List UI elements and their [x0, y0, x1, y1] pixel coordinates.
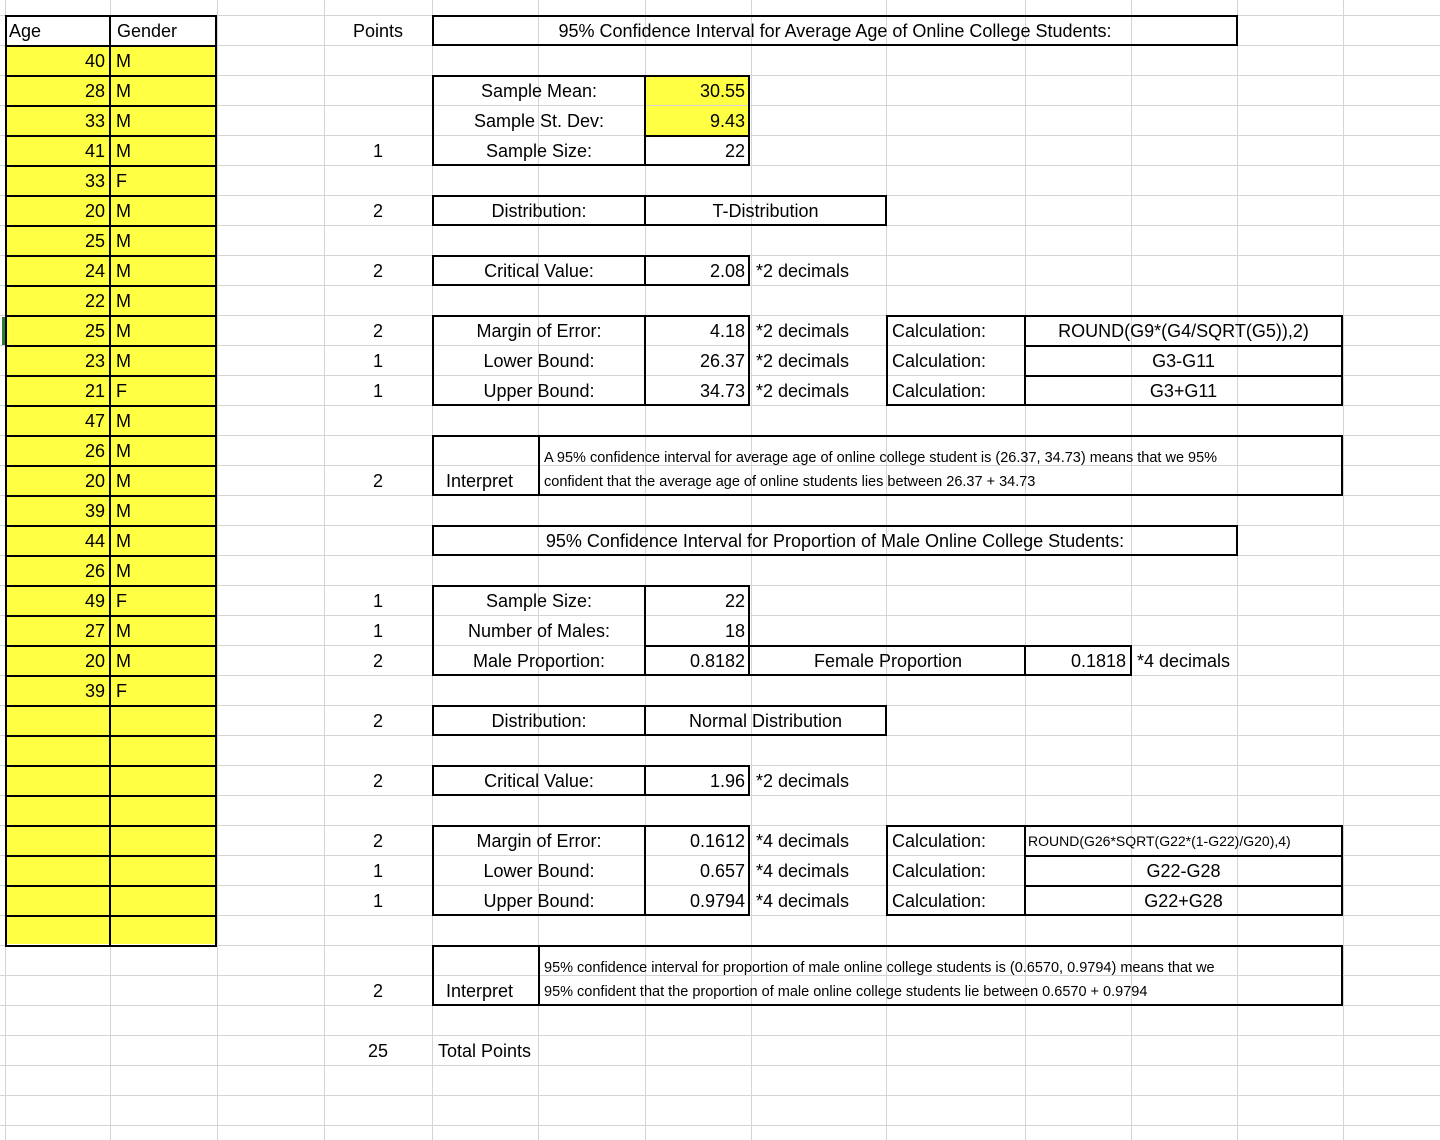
upper-value[interactable]: 34.73 — [699, 381, 745, 401]
males-points[interactable]: 1 — [372, 621, 383, 641]
interpret-line-1[interactable]: A 95% confidence interval for average age of online college student is (26.37, 34.73) means that we 95% — [544, 450, 1218, 466]
critical-label: Critical Value: — [484, 261, 594, 281]
age-calc-rowline-1 — [1024, 345, 1343, 347]
active-cell-indicator — [2, 317, 5, 345]
age-cell[interactable]: 26 — [84, 561, 105, 581]
age-cell[interactable]: 28 — [84, 81, 105, 101]
gender-cell[interactable]: M — [116, 471, 131, 491]
gender-cell[interactable]: F — [116, 591, 127, 611]
upper-note: *2 decimals — [756, 381, 850, 401]
prop-female-left-divider — [1024, 645, 1026, 676]
moe-label: Margin of Error: — [476, 321, 602, 341]
age-cell[interactable]: 20 — [84, 201, 105, 221]
prop-distribution-divider — [644, 705, 646, 736]
prop-female-topline — [644, 645, 1132, 647]
prop-upper-value[interactable]: 0.9794 — [689, 891, 745, 911]
gender-cell[interactable]: M — [116, 651, 131, 671]
gridline-row — [0, 1065, 1440, 1066]
prop-lower-label: Lower Bound: — [483, 861, 595, 881]
prop-lower-value[interactable]: 0.657 — [699, 861, 745, 881]
data-border-right — [215, 15, 217, 946]
sample-mean-label: Sample Mean: — [480, 81, 598, 101]
data-border-row — [5, 855, 217, 857]
age-cell[interactable]: 39 — [84, 681, 105, 701]
sample-sd-label: Sample St. Dev: — [473, 111, 605, 131]
age-cell[interactable]: 21 — [84, 381, 105, 401]
age-ci-title-box — [432, 15, 1238, 46]
lower-note: *2 decimals — [756, 351, 850, 371]
gridline-row — [0, 1125, 1440, 1126]
age-bounds-divider — [644, 315, 646, 406]
gender-cell[interactable]: M — [116, 201, 131, 221]
gender-cell[interactable]: F — [116, 381, 127, 401]
prop-upper-points[interactable]: 1 — [372, 891, 383, 911]
prop-moe-value[interactable]: 0.1612 — [689, 831, 745, 851]
lower-value[interactable]: 26.37 — [699, 351, 745, 371]
moe-value[interactable]: 4.18 — [709, 321, 745, 341]
upper-calc-formula[interactable]: G3+G11 — [1149, 381, 1218, 401]
prop-distribution-points[interactable]: 2 — [372, 711, 383, 731]
prop-critical-divider — [644, 765, 646, 796]
age-cell[interactable]: 44 — [84, 531, 105, 551]
prop-sample-table-border — [432, 585, 750, 676]
lower-label: Lower Bound: — [483, 351, 595, 371]
moe-calc-formula[interactable]: ROUND(G9*(G4/SQRT(G5)),2) — [1058, 321, 1309, 341]
total-points[interactable]: 25 — [367, 1041, 389, 1061]
gender-cell[interactable]: M — [116, 141, 131, 161]
prop-moe-label: Margin of Error: — [476, 831, 602, 851]
gender-cell[interactable]: M — [116, 81, 131, 101]
data-border-row — [5, 735, 217, 737]
sample-size-value[interactable]: 22 — [724, 141, 745, 161]
prop-lower-points[interactable]: 1 — [372, 861, 383, 881]
age-calc-box — [886, 315, 1343, 406]
gender-cell[interactable]: M — [116, 291, 131, 311]
prop-upper-calc-label: Calculation: — [892, 891, 987, 911]
age-sample-table-rowline — [644, 135, 750, 137]
age-critical-divider — [644, 255, 646, 286]
age-cell[interactable]: 24 — [84, 261, 105, 281]
moe-note: *2 decimals — [756, 321, 850, 341]
prop-sample-table-divider — [644, 585, 646, 676]
gender-cell[interactable]: M — [116, 621, 131, 641]
lower-calc-label: Calculation: — [892, 351, 987, 371]
gender-cell[interactable]: M — [116, 51, 131, 71]
prop-bounds-divider — [644, 825, 646, 916]
gender-cell[interactable]: M — [116, 501, 131, 521]
data-border-row — [5, 945, 217, 947]
prop-critical-note: *2 decimals — [756, 771, 850, 791]
gridline-col — [217, 0, 218, 1140]
prop-bounds-box — [432, 825, 750, 916]
prop-interpret-label: Interpret — [446, 981, 514, 1001]
age-cell[interactable]: 25 — [84, 321, 105, 341]
age-cell[interactable]: 23 — [84, 351, 105, 371]
prop-critical-box — [432, 765, 750, 796]
sample-sd-value[interactable]: 9.43 — [709, 111, 745, 131]
female-prop-note: *4 decimals — [1137, 651, 1231, 671]
moe-calc-label: Calculation: — [892, 321, 987, 341]
age-cell[interactable]: 33 — [84, 111, 105, 131]
prop-moe-calc-formula[interactable]: ROUND(G26*SQRT(G22*(1-G22)/G20),4) — [1028, 833, 1291, 849]
critical-points[interactable]: 2 — [372, 261, 383, 281]
sample-mean-value[interactable]: 30.55 — [699, 81, 745, 101]
prop-distribution-box — [432, 705, 887, 736]
total-label: Total Points — [438, 1041, 532, 1061]
gender-cell[interactable]: M — [116, 561, 131, 581]
prop-sample-size-points[interactable]: 1 — [372, 591, 383, 611]
gender-cell[interactable]: M — [116, 261, 131, 281]
data-border-row — [5, 885, 217, 887]
age-cell[interactable]: 26 — [84, 441, 105, 461]
prop-upper-note: *4 decimals — [756, 891, 850, 911]
data-border-row — [5, 765, 217, 767]
age-bounds-box — [432, 315, 750, 406]
lower-calc-formula[interactable]: G3-G11 — [1152, 351, 1215, 371]
data-border-row — [5, 795, 217, 797]
upper-calc-label: Calculation: — [892, 381, 987, 401]
prop-calc-divider — [1024, 825, 1026, 916]
age-calc-rowline-2 — [1024, 375, 1343, 377]
moe-points[interactable]: 2 — [372, 321, 383, 341]
age-distribution-box — [432, 195, 887, 226]
data-border-row — [5, 825, 217, 827]
gender-cell[interactable]: F — [116, 171, 127, 191]
gender-cell[interactable]: M — [116, 231, 131, 251]
age-cell[interactable]: 20 — [84, 651, 105, 671]
prop-interpret-line-2[interactable]: 95% confident that the proportion of male online college students lie between 0.6570 + 0.9794 — [544, 984, 1148, 1000]
age-cell[interactable]: 22 — [84, 291, 105, 311]
prop-ci-title[interactable]: 95% Confidence Interval for Proportion of Male Online College Students: — [545, 531, 1125, 551]
gridline-row — [0, 1095, 1440, 1096]
prop-female-right-divider — [1130, 645, 1132, 676]
gridline-col — [1343, 0, 1344, 1140]
age-sample-table-divider — [644, 75, 646, 166]
prop-calc-box — [886, 825, 1343, 916]
prop-sample-size-label: Sample Size: — [485, 591, 593, 611]
female-prop-label: Female Proportion — [813, 651, 963, 671]
age-cell[interactable]: 41 — [84, 141, 105, 161]
upper-points[interactable]: 1 — [372, 381, 383, 401]
male-prop-label: Male Proportion: — [472, 651, 606, 671]
critical-note: *2 decimals — [756, 261, 850, 281]
prop-moe-note: *4 decimals — [756, 831, 850, 851]
prop-interpret-box — [432, 945, 1343, 1006]
age-sample-table-border — [432, 75, 750, 166]
distribution-label: Distribution: — [491, 201, 587, 221]
prop-moe-points[interactable]: 2 — [372, 831, 383, 851]
header-gender[interactable]: Gender — [117, 21, 178, 41]
gender-cell[interactable]: M — [116, 531, 131, 551]
gender-cell[interactable]: F — [116, 681, 127, 701]
prop-ci-title-box — [432, 525, 1238, 556]
prop-sample-size-value[interactable]: 22 — [724, 591, 745, 611]
gender-cell[interactable]: M — [116, 351, 131, 371]
age-distribution-divider — [644, 195, 646, 226]
female-prop-value[interactable]: 0.1818 — [1070, 651, 1126, 671]
prop-critical-points[interactable]: 2 — [372, 771, 383, 791]
critical-value[interactable]: 2.08 — [709, 261, 745, 281]
prop-critical-label: Critical Value: — [484, 771, 594, 791]
age-cell[interactable]: 40 — [84, 51, 105, 71]
interpret-line-2[interactable]: confident that the average age of online students lies between 26.37 + 34.73 — [544, 474, 1036, 490]
prop-critical-value[interactable]: 1.96 — [709, 771, 745, 791]
interpret-points[interactable]: 2 — [372, 471, 383, 491]
header-age[interactable]: Age — [9, 21, 42, 41]
age-cell[interactable]: 27 — [84, 621, 105, 641]
sample-size-label: Sample Size: — [485, 141, 593, 161]
age-cell[interactable]: 49 — [84, 591, 105, 611]
age-calc-divider — [1024, 315, 1026, 406]
age-cell[interactable]: 20 — [84, 471, 105, 491]
prop-calc-rowline-2 — [1024, 885, 1343, 887]
gridline-col — [324, 0, 325, 1140]
data-border-row — [5, 915, 217, 917]
prop-lower-calc-formula[interactable]: G22-G28 — [1146, 861, 1221, 881]
interpret-label: Interpret — [446, 471, 514, 491]
gender-cell[interactable]: M — [116, 111, 131, 131]
prop-moe-calc-label: Calculation: — [892, 831, 987, 851]
age-interpret-divider — [538, 435, 540, 496]
prop-calc-rowline-1 — [1024, 855, 1343, 857]
age-cell[interactable]: 39 — [84, 501, 105, 521]
data-border-mid — [109, 15, 111, 946]
males-value[interactable]: 18 — [724, 621, 745, 641]
prop-lower-note: *4 decimals — [756, 861, 850, 881]
prop-interpret-divider — [538, 945, 540, 1006]
upper-label: Upper Bound: — [483, 381, 595, 401]
gridline-row — [0, 1035, 1440, 1036]
gender-cell[interactable]: M — [116, 321, 131, 341]
prop-distribution-value[interactable]: Normal Distribution — [688, 711, 843, 731]
prop-upper-calc-formula[interactable]: G22+G28 — [1144, 891, 1223, 911]
distribution-points[interactable]: 2 — [372, 201, 383, 221]
sample-size-points[interactable]: 1 — [372, 141, 383, 161]
males-label: Number of Males: — [467, 621, 611, 641]
header-points[interactable]: Points — [352, 21, 404, 41]
male-prop-points[interactable]: 2 — [372, 651, 383, 671]
gender-cell[interactable]: M — [116, 411, 131, 431]
age-ci-title[interactable]: 95% Confidence Interval for Average Age of Online College Students: — [558, 21, 1112, 41]
prop-interpret-points[interactable]: 2 — [372, 981, 383, 1001]
age-cell[interactable]: 33 — [84, 171, 105, 191]
gender-cell[interactable]: M — [116, 441, 131, 461]
prop-female-bottomline — [644, 674, 1132, 676]
age-cell[interactable]: 47 — [84, 411, 105, 431]
prop-lower-calc-label: Calculation: — [892, 861, 987, 881]
age-interpret-box — [432, 435, 1343, 496]
prop-upper-label: Upper Bound: — [483, 891, 595, 911]
age-cell[interactable]: 25 — [84, 231, 105, 251]
age-critical-box — [432, 255, 750, 286]
lower-points[interactable]: 1 — [372, 351, 383, 371]
male-prop-value[interactable]: 0.8182 — [689, 651, 745, 671]
prop-interpret-line-1[interactable]: 95% confidence interval for proportion of male online college students is (0.6570, 0.9794) means that we — [544, 960, 1215, 976]
distribution-value[interactable]: T-Distribution — [712, 201, 819, 221]
prop-distribution-label: Distribution: — [491, 711, 587, 731]
